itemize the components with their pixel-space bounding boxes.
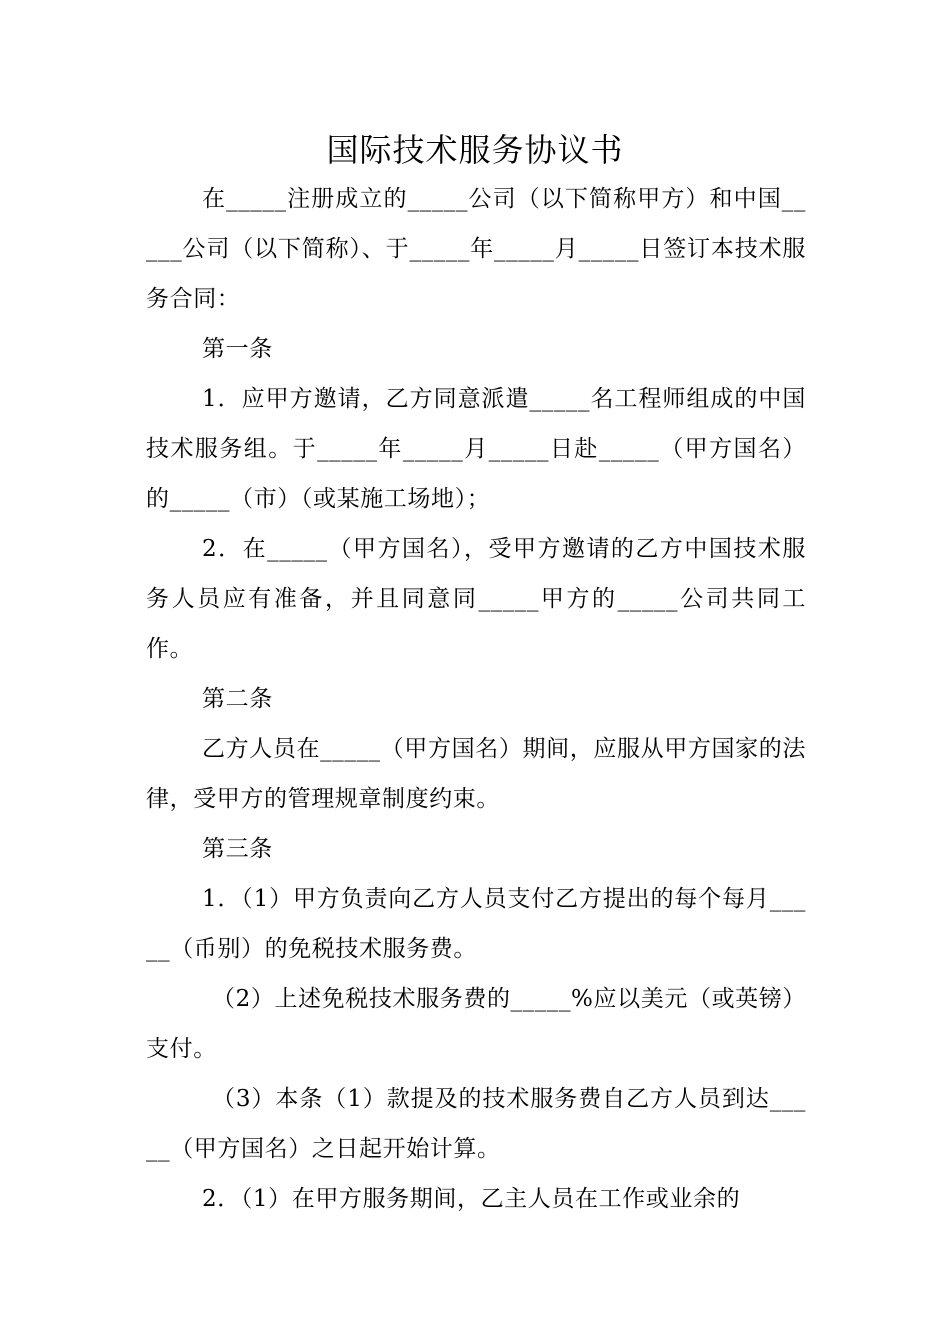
- document-body: [146, 174, 806, 1224]
- paragraph-article3-item1-1: 1．（1）甲方负责向乙方人员支付乙方提出的每个每月_____（币别）的免税技术服务费。: [146, 886, 806, 962]
- paragraph-article1-item2: 2．在_____（甲方国名），受甲方邀请的乙方中国技术服务人员应有准备，并且同意同_____甲方的_____公司共同工作。: [146, 536, 806, 662]
- article-heading-2: 第二条: [202, 686, 273, 712]
- paragraph-article3-item1-2: （2）上述免税技术服务费的_____%应以美元（或英镑）支付。: [146, 986, 806, 1062]
- paragraph-article3-item1-3: （3）本条（1）款提及的技术服务费自乙方人员到达_____（甲方国名）之日起开始计算。: [146, 1086, 806, 1162]
- document-title: 国际技术服务协议书: [326, 131, 624, 169]
- paragraph-preamble: 在_____注册成立的_____公司（以下简称甲方）和中国_____公司（以下简称）、于_____年_____月_____日签订本技术服务合同：: [146, 186, 806, 312]
- article-heading-3: 第三条: [202, 836, 273, 862]
- article-heading-1: 第一条: [202, 336, 273, 362]
- paragraph-article3-item2-1: 2．（1）在甲方服务期间，乙主人员在工作或业余的: [202, 1186, 741, 1212]
- paragraph-article1-item1: 1．应甲方邀请，乙方同意派遣_____名工程师组成的中国技术服务组。于_____年_____月_____日赴_____（甲方国名）的_____（市）（或某施工场地）；: [146, 386, 806, 512]
- paragraph-article2: 乙方人员在_____（甲方国名）期间，应服从甲方国家的法律，受甲方的管理规章制度约束。: [146, 736, 806, 812]
